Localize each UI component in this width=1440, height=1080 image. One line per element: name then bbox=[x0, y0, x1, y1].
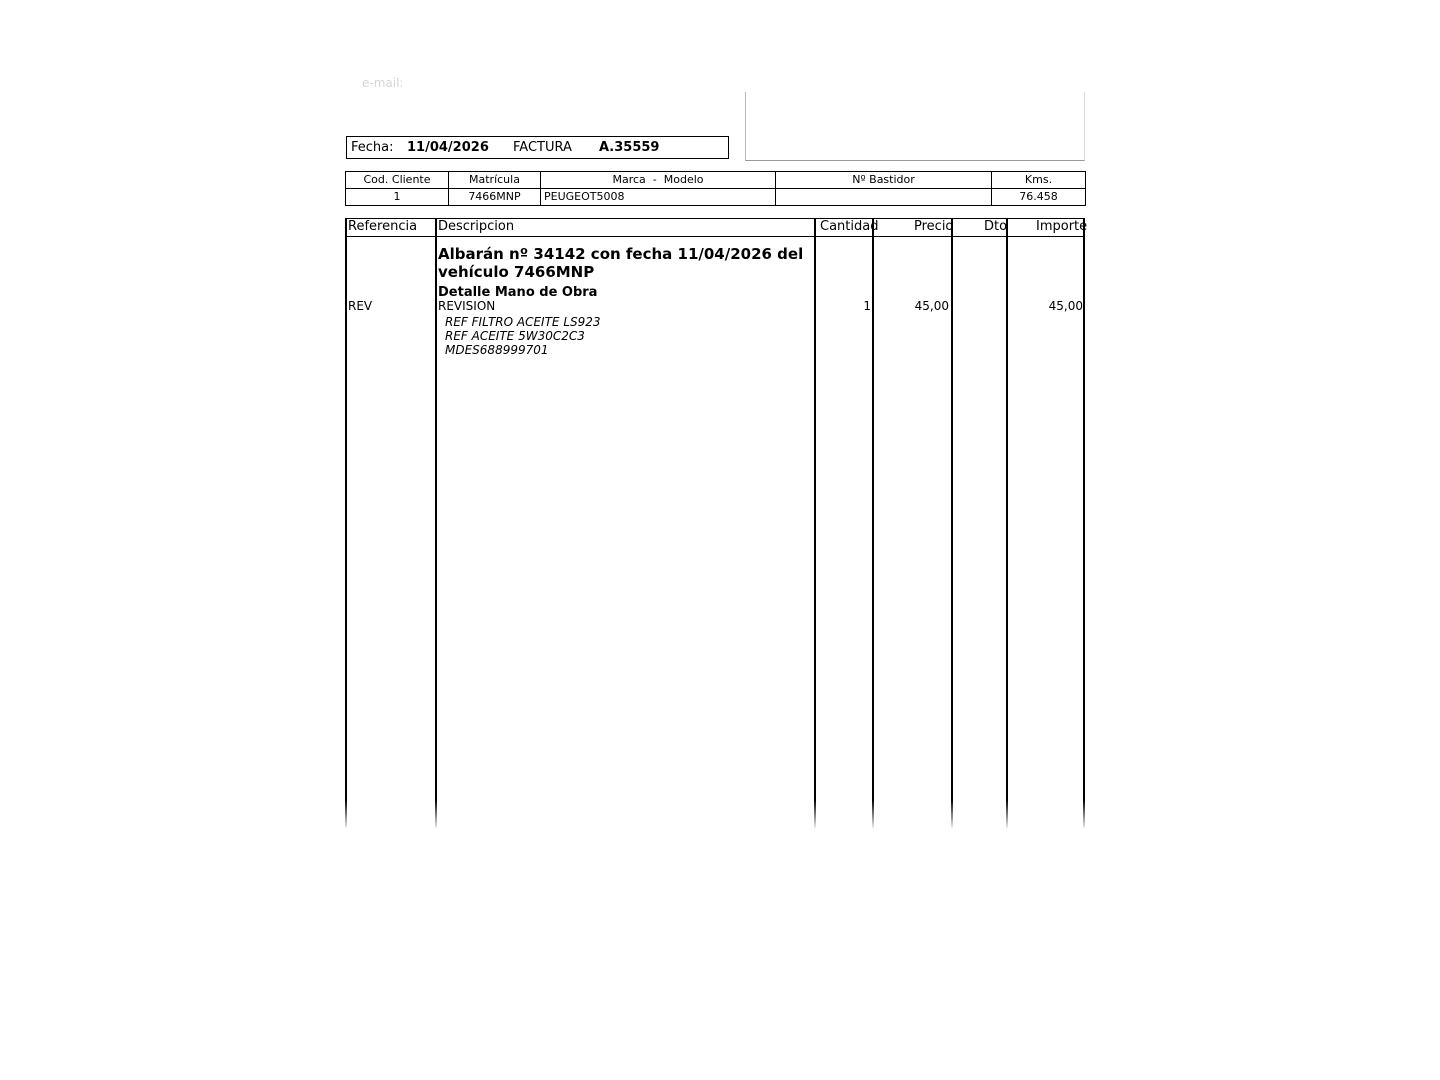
header-referencia: Referencia bbox=[348, 219, 418, 234]
fecha-value: 11/04/2026 bbox=[407, 140, 489, 155]
section-title: Detalle Mano de Obra bbox=[438, 285, 598, 300]
matricula-value: 7466MNP bbox=[449, 189, 541, 206]
factura-label: FACTURA bbox=[513, 140, 572, 155]
header-kms: Kms. bbox=[992, 172, 1086, 189]
client-address-box bbox=[745, 92, 1085, 161]
item-descripcion: REVISION bbox=[438, 299, 496, 313]
lines-table bbox=[345, 218, 1088, 828]
note-line: REF ACEITE 5W30C2C3 bbox=[445, 329, 585, 343]
header-precio: Precio bbox=[914, 219, 954, 234]
header-dto: Dto bbox=[984, 219, 1008, 234]
vehicle-data-row bbox=[346, 189, 1086, 206]
kms-value: 76.458 bbox=[992, 189, 1086, 206]
item-precio: 45,00 bbox=[914, 299, 949, 313]
albaran-title-line-1: Albarán nº 34142 con fecha 11/04/2026 del bbox=[438, 245, 804, 263]
header-cod-cliente: Cod. Cliente bbox=[346, 172, 449, 189]
factura-number: A.35559 bbox=[599, 140, 660, 155]
albaran-title-line-2: vehículo 7466MNP bbox=[438, 263, 595, 281]
note-line: MDES688999701 bbox=[445, 343, 549, 357]
invoice-header-box bbox=[346, 136, 729, 159]
item-cantidad: 1 bbox=[863, 299, 871, 313]
company-email-label: e-mail: bbox=[362, 76, 404, 90]
fecha-label: Fecha: bbox=[351, 140, 394, 155]
marca-modelo-value: PEUGEOT5008 bbox=[541, 189, 776, 206]
vehicle-header-row bbox=[346, 172, 1086, 189]
header-bastidor: Nº Bastidor bbox=[776, 172, 992, 189]
bastidor-value bbox=[776, 189, 992, 206]
header-importe: Importe bbox=[1036, 219, 1088, 234]
item-referencia: REV bbox=[348, 299, 373, 313]
bottom-fade bbox=[345, 800, 1085, 830]
vehicle-table bbox=[345, 171, 1086, 206]
cod-cliente-value: 1 bbox=[346, 189, 449, 206]
item-importe: 45,00 bbox=[1048, 299, 1083, 313]
header-descripcion: Descripcion bbox=[438, 219, 515, 234]
header-matricula: Matrícula bbox=[449, 172, 541, 189]
header-marca-modelo: Marca - Modelo bbox=[541, 172, 776, 189]
note-line: REF FILTRO ACEITE LS923 bbox=[445, 315, 601, 329]
header-cantidad: Cantidad bbox=[820, 219, 879, 234]
